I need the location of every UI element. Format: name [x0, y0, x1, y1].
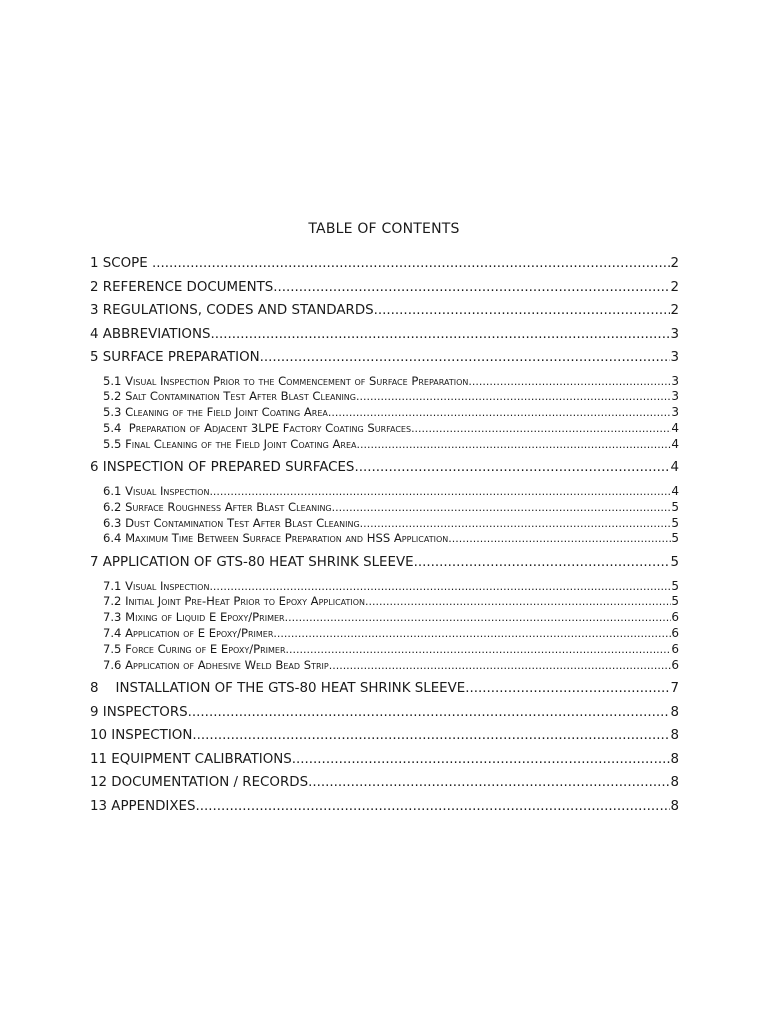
- toc-dot-leader: [292, 748, 671, 772]
- toc-entry-label: 2 REFERENCE DOCUMENTS: [90, 279, 274, 295]
- toc-dot-leader: [360, 516, 672, 532]
- toc-subsection-entry[interactable]: [90, 531, 679, 547]
- toc-subsection-entry[interactable]: [90, 516, 679, 532]
- toc-subsection-entry[interactable]: [90, 389, 679, 405]
- toc-page-number: 5: [671, 515, 679, 530]
- toc-entry-label: 11 EQUIPMENT CALIBRATIONS: [90, 751, 292, 767]
- toc-entry-label: 6.3 Dust Contamination Test After Blast Cleaning: [103, 515, 360, 530]
- toc-page-number: 8: [670, 775, 679, 791]
- toc-page-number: 3: [671, 405, 679, 420]
- toc-entry-label: 7.5 Force Curing of E Epoxy/Primer: [103, 641, 286, 656]
- toc-entry-label: 8 INSTALLATION OF THE GTS-80 HEAT SHRINK SLEEVE: [90, 681, 466, 697]
- toc-dot-leader: [211, 323, 671, 347]
- toc-entry-label: 7 APPLICATION OF GTS-80 HEAT SHRINK SLEEVE: [90, 555, 414, 571]
- toc-page-number: 7: [670, 681, 679, 697]
- toc-page-number: 5: [671, 531, 679, 546]
- toc-subsection-entry[interactable]: [90, 594, 679, 610]
- toc-dot-leader: [286, 642, 672, 658]
- toc-page-number: 6: [671, 626, 679, 641]
- toc-dot-leader: [374, 299, 671, 323]
- toc-section-entry[interactable]: [90, 701, 679, 725]
- toc-section-entry[interactable]: [90, 724, 679, 748]
- toc-entry-label: 3 REGULATIONS, CODES AND STANDARDS: [90, 303, 374, 318]
- toc-dot-leader: [209, 484, 671, 500]
- toc-section-entry[interactable]: [90, 551, 679, 575]
- toc-entry-label: 10 INSPECTION: [90, 728, 193, 744]
- toc-subsection-entry[interactable]: [90, 437, 679, 453]
- toc-page-number: 3: [671, 373, 679, 388]
- toc-section-entry[interactable]: [90, 299, 679, 323]
- toc-dot-leader: [365, 594, 671, 610]
- toc-dot-leader: [209, 579, 671, 595]
- toc-entry-label: 5.2 Salt Contamination Test After Blast Cleaning: [103, 389, 356, 404]
- toc-page-number: 3: [671, 389, 679, 404]
- toc-section-entry[interactable]: [90, 748, 679, 772]
- toc-dot-leader: [468, 374, 671, 390]
- toc-page-number: 8: [670, 728, 679, 744]
- toc-entry-label: 5.4 Preparation of Adjacent 3LPE Factory Coating Surfaces: [103, 420, 412, 435]
- toc-dot-leader: [192, 724, 670, 748]
- toc-entry-label: 7.6 Application of Adhesive Weld Bead Strip: [103, 657, 329, 672]
- toc-list: [90, 252, 679, 818]
- toc-entry-label: 5.3 Cleaning of the Field Joint Coating Area: [103, 405, 328, 420]
- toc-dot-leader: [411, 421, 671, 437]
- toc-dot-leader: [152, 252, 671, 276]
- toc-subsection-entry[interactable]: [90, 579, 679, 595]
- toc-page-number: 2: [670, 256, 679, 271]
- toc-page-number: 4: [671, 483, 679, 498]
- toc-entry-label: 13 APPENDIXES: [90, 798, 196, 814]
- toc-subsection-entry[interactable]: [90, 658, 679, 674]
- toc-section-entry[interactable]: [90, 456, 679, 480]
- toc-title: TABLE OF CONTENTS: [308, 221, 460, 237]
- toc-dot-leader: [414, 551, 671, 575]
- toc-dot-leader: [285, 610, 672, 626]
- toc-section-entry[interactable]: [90, 323, 679, 347]
- toc-entry-label: 5.1 Visual Inspection Prior to the Commencement of Surface Preparation: [103, 373, 469, 388]
- toc-page-number: 4: [671, 436, 679, 451]
- toc-subsection-entry[interactable]: [90, 626, 679, 642]
- toc-page-number: 6: [671, 610, 679, 625]
- toc-dot-leader: [356, 389, 671, 405]
- toc-section-entry[interactable]: [90, 252, 679, 276]
- toc-page-number: 5: [670, 555, 679, 571]
- toc-subsection-entry[interactable]: [90, 642, 679, 658]
- toc-entry-label: 6.2 Surface Roughness After Blast Cleaning: [103, 499, 332, 514]
- toc-subsection-entry[interactable]: [90, 405, 679, 421]
- toc-page-number: 6: [671, 657, 679, 672]
- toc-page-number: 3: [670, 326, 679, 342]
- toc-dot-leader: [328, 405, 671, 421]
- toc-subsection-entry[interactable]: [90, 610, 679, 626]
- toc-subsection-entry[interactable]: [90, 421, 679, 437]
- toc-entry-label: 6.4 Maximum Time Between Surface Preparation and HSS Application: [103, 531, 449, 546]
- toc-dot-leader: [357, 437, 672, 453]
- toc-section-entry[interactable]: [90, 677, 679, 701]
- toc-subsection-entry[interactable]: [90, 500, 679, 516]
- toc-dot-leader: [195, 795, 670, 819]
- toc-dot-leader: [308, 771, 670, 795]
- toc-entry-label: 9 INSPECTORS: [90, 704, 188, 720]
- toc-page-number: 8: [670, 751, 679, 767]
- toc-entry-label: 7.3 Mixing of Liquid E Epoxy/Primer: [103, 610, 285, 625]
- toc-page-number: 8: [670, 798, 679, 814]
- toc-section-entry[interactable]: [90, 346, 679, 370]
- toc-entry-label: 5.5 Final Cleaning of the Field Joint Coating Area: [103, 436, 357, 451]
- toc-entry-label: 1 SCOPE: [90, 256, 152, 271]
- toc-dot-leader: [188, 701, 671, 725]
- toc-dot-leader: [273, 276, 670, 300]
- toc-dot-leader: [332, 500, 672, 516]
- toc-entry-label: 4 ABBREVIATIONS: [90, 326, 211, 342]
- toc-dot-leader: [465, 677, 670, 701]
- toc-dot-leader: [354, 456, 670, 480]
- toc-section-entry[interactable]: [90, 795, 679, 819]
- toc-dot-leader: [273, 626, 671, 642]
- toc-entry-label: 12 DOCUMENTATION / RECORDS: [90, 775, 309, 791]
- toc-page-number: 2: [670, 303, 679, 318]
- toc-dot-leader: [329, 658, 672, 674]
- toc-entry-label: 5 SURFACE PREPARATION: [90, 350, 260, 365]
- toc-page-number: 5: [671, 578, 679, 593]
- toc-page-number: 4: [670, 460, 679, 476]
- toc-page-number: 3: [670, 350, 679, 365]
- toc-subsection-entry[interactable]: [90, 374, 679, 390]
- toc-section-entry[interactable]: [90, 276, 679, 300]
- toc-page-number: 5: [671, 594, 679, 609]
- toc-page-number: 2: [670, 279, 679, 295]
- toc-dot-leader: [260, 346, 671, 370]
- toc-page-number: 8: [670, 704, 679, 720]
- toc-page-number: 5: [671, 499, 679, 514]
- toc-section-entry[interactable]: [90, 771, 679, 795]
- toc-entry-label: 7.1 Visual Inspection: [103, 578, 210, 593]
- toc-subsection-entry[interactable]: [90, 484, 679, 500]
- toc-entry-label: 7.2 Initial Joint Pre-Heat Prior to Epoxy Application: [103, 594, 366, 609]
- toc-entry-label: 7.4 Application of E Epoxy/Primer: [103, 626, 274, 641]
- toc-page-number: 6: [671, 641, 679, 656]
- toc-page-number: 4: [671, 420, 679, 435]
- toc-entry-label: 6.1 Visual Inspection: [103, 483, 210, 498]
- toc-dot-leader: [448, 531, 671, 547]
- toc-entry-label: 6 INSPECTION OF PREPARED SURFACES: [90, 460, 355, 476]
